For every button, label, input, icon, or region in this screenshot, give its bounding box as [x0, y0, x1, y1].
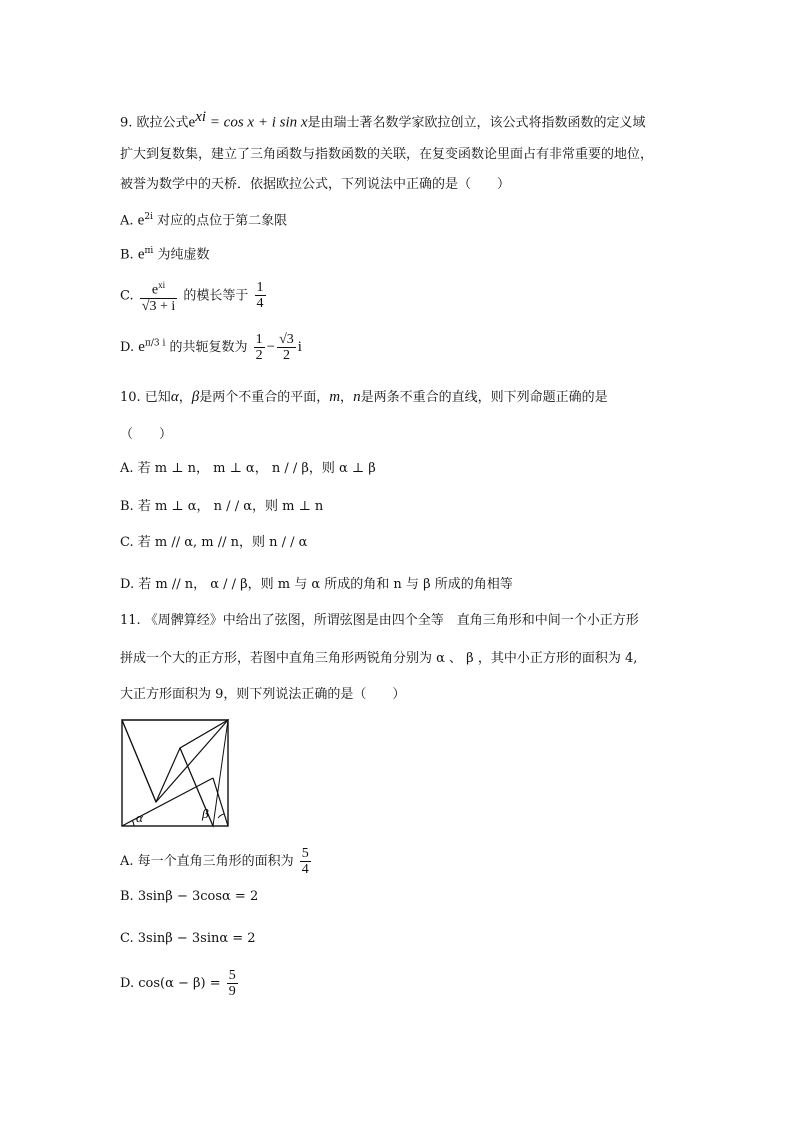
option-label: A. [120, 213, 134, 229]
q10-option-c: C. 若 m // α, m // n，则 n / / α [120, 535, 308, 550]
fraction-c-left [140, 278, 177, 314]
alpha-arc [132, 820, 134, 826]
q9-line-1 [120, 108, 646, 132]
q10-option-d: D. 若 m // n， α / / β，则 m 与 α 所成的角和 n 与 β 所成的角相等 [120, 577, 513, 592]
option-text: 的共轭复数为 [169, 340, 248, 355]
option-text: A. 每一个直角三角形的面积为 [120, 854, 294, 869]
q10-option-a: A. 若 m ⊥ n， m ⊥ α， n / / β，则 α ⊥ β [120, 461, 376, 476]
option-label: B. [120, 247, 134, 263]
exp-sup: 2i [144, 212, 153, 222]
beta-arc [218, 814, 224, 818]
hidden-guide [156, 802, 228, 826]
fraction-c-right [255, 280, 266, 311]
beta-symbol: β [191, 389, 200, 405]
q9-line-2: 扩大到复数集，建立了三角函数与指数函数的关联，在复变函数论里面占有非常重要的地位， [120, 147, 654, 162]
inner-edge-top [180, 720, 228, 748]
q9-option-b [120, 242, 209, 264]
triangle-top [122, 720, 228, 802]
exp-base: e [137, 246, 145, 263]
q11-line-3: 大正方形面积为 9，则下列说法正确的是（ ） [120, 687, 406, 702]
exp-base: e [137, 212, 145, 229]
imaginary-unit: i [297, 339, 302, 355]
q10-line-1 [120, 388, 608, 407]
exp-sup: πi [144, 246, 154, 256]
fraction-numerator: 5 [301, 846, 309, 861]
q10-number-text: 10. 已知 [120, 390, 171, 405]
string-diagram-svg [120, 718, 232, 828]
separator: ， [178, 390, 192, 405]
inner-edge-left [156, 748, 180, 802]
minus-sign: − [266, 339, 276, 355]
q9-number-text: 9. 欧拉公式 [120, 115, 189, 131]
fraction-d-2 [277, 332, 296, 363]
fraction-numerator: 1 [256, 280, 264, 296]
fraction-denominator: 9 [228, 984, 236, 999]
string-diagram-figure [120, 718, 232, 832]
option-text: 为纯虚数 [157, 247, 210, 263]
option-text: 对应的点位于第二象限 [157, 213, 288, 229]
q10-text: 是两条不重合的直线，则下列命题正确的是 [360, 390, 608, 405]
option-label: C. [120, 288, 134, 304]
q11-line-1: 11. 《周髀算经》中给出了弦图，所谓弦图是由四个全等 直角三角形和中间一个小正方形 [120, 613, 639, 628]
fraction-denominator: 2 [282, 348, 290, 363]
fraction-denominator: 4 [256, 296, 264, 312]
q9-line-1-text: 是由瑞士著名数学家欧拉创立，该公式将指数函数的定义域 [307, 115, 646, 131]
q11-option-d [120, 968, 240, 999]
exp-sup: π/3 i [144, 338, 166, 349]
q9-line-3: 被誉为数学中的天桥．依据欧拉公式，下列说法中正确的是（ ） [120, 177, 511, 192]
fraction-numerator: 1 [255, 332, 263, 347]
fraction-numerator: 5 [228, 968, 236, 983]
q9-option-a [120, 208, 287, 230]
n-symbol: n [353, 389, 361, 405]
q9-option-c [120, 278, 268, 314]
inner-edge-right-lower [213, 778, 228, 826]
fraction-denominator: 2 [255, 348, 263, 363]
fraction-denominator: √3 + i [141, 298, 176, 314]
q11-option-b: B. 3sinβ − 3cosα = 2 [120, 889, 259, 904]
euler-rhs: = cos x + i sin x [206, 114, 308, 131]
q11-option-a [120, 846, 313, 877]
q10-option-b: B. 若 m ⊥ α， n / / α，则 m ⊥ n [120, 499, 324, 514]
alpha-label: α [136, 810, 143, 825]
beta-label: β [202, 806, 209, 821]
euler-e: e [188, 114, 196, 131]
exp-base: e [138, 339, 145, 355]
q9-option-d [120, 332, 302, 363]
fraction-numerator: √3 [279, 332, 294, 347]
fraction-d-1 [254, 332, 265, 363]
triangle-left-leg [122, 720, 156, 802]
option-text: 的模长等于 [183, 288, 249, 304]
exp-base: e [151, 282, 159, 298]
option-text: D. cos(α − β) = [120, 976, 221, 991]
m-symbol: m [329, 389, 341, 405]
q10-text: 是两个不重合的平面， [199, 390, 330, 405]
q11-line-2: 拼成一个大的正方形，若图中直角三角形两锐角分别为 α 、 β ，其中小正方形的面积为 4, [120, 651, 638, 666]
alpha-symbol: α [170, 389, 179, 405]
option-label: D. [120, 340, 135, 355]
q11-option-c: C. 3sinβ − 3sinα = 2 [120, 931, 256, 946]
fraction-denominator: 4 [301, 862, 309, 877]
q10-line-2: （ ） [120, 427, 173, 442]
separator: ， [340, 390, 354, 405]
fraction-q11-a [300, 846, 311, 877]
exp-sup: xi [158, 280, 166, 290]
fraction-q11-d [227, 968, 238, 999]
euler-exponent: xi [195, 109, 207, 125]
